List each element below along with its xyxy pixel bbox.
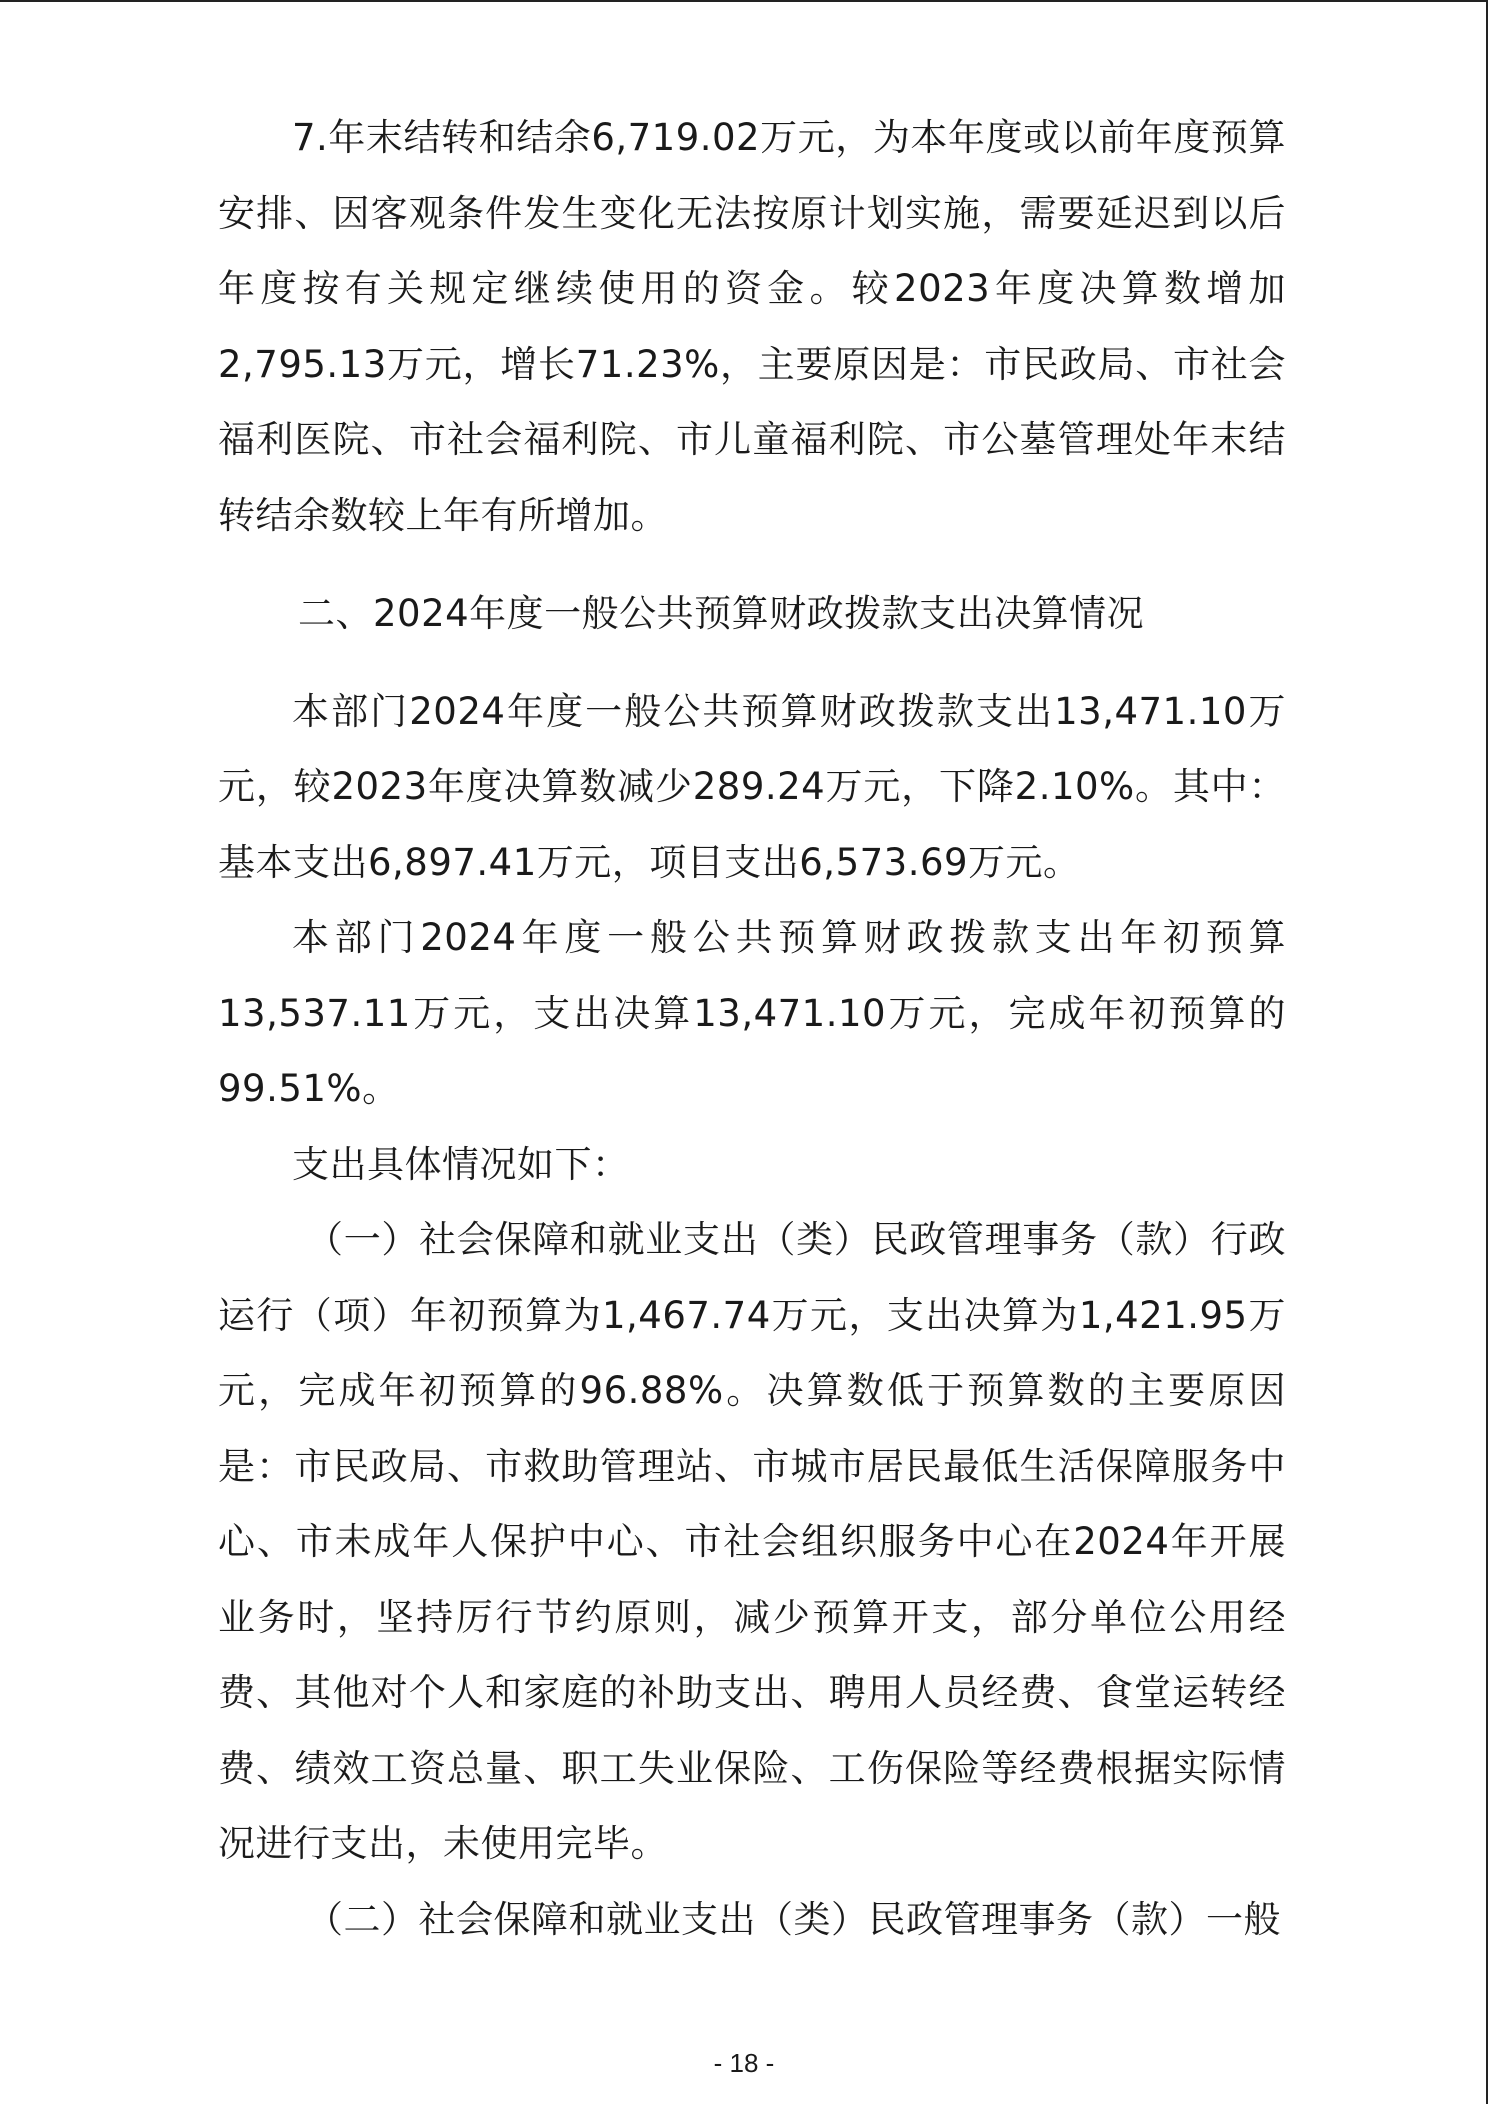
paragraph-budget-completion: 本部门2024年度一般公共预算财政拨款支出年初预算13,537.11万元，支出决算13,471.10万元，完成年初预算的99.51%。 bbox=[218, 916, 1286, 1110]
paragraph-item-two: （二）社会保障和就业支出（类）民政管理事务（款）一般 bbox=[306, 1897, 1281, 1941]
document-body bbox=[218, 100, 1286, 1957]
paragraph-details-intro: 支出具体情况如下： bbox=[292, 1142, 630, 1186]
paragraph-expenditure-summary: 本部门2024年度一般公共预算财政拨款支出13,471.10万元，较2023年度决算数减少289.24万元，下降2.10%。其中：基本支出6,897.41万元，项目支出6,573.69万元。 bbox=[218, 689, 1286, 884]
spacer bbox=[218, 553, 1286, 576]
paragraph-item-one: （一）社会保障和就业支出（类）民政管理事务（款）行政运行（项）年初预算为1,467.74万元，支出决算为1,421.95万元，完成年初预算的96.88%。决算数低于预算数的主要原因是：市民政局、市救助管理站、市城市居民最低生活保障服务中心、市未成年人保护中心、市社会组织服务中心在2024年开展业务时，坚持厉行节约原则，减少预算开支，部分单位公用经费、其他对个人和家庭的补助支出、聘用人员经费、食堂运转经费、绩效工资总量、职工失业保险、工伤保险等经费根据实际情况进行支出，未使用完毕。 bbox=[218, 1218, 1286, 1865]
paragraph-carryover-balance: 7.年末结转和结余6,719.02万元，为本年度或以前年度预算安排、因客观条件发生变化无法按原计划实施，需要延迟到以后年度按有关规定继续使用的资金。较2023年度决算数增加2,795.13万元，增长71.23%，主要原因是：市民政局、市社会福利医院、市社会福利院、市儿童福利院、市公墓管理处年末结转结余数较上年有所增加。 bbox=[218, 116, 1286, 537]
section-heading: 二、2024年度一般公共预算财政拨款支出决算情况 bbox=[298, 592, 1145, 635]
page-number: - 18 - bbox=[713, 2048, 775, 2078]
spacer bbox=[218, 652, 1286, 674]
